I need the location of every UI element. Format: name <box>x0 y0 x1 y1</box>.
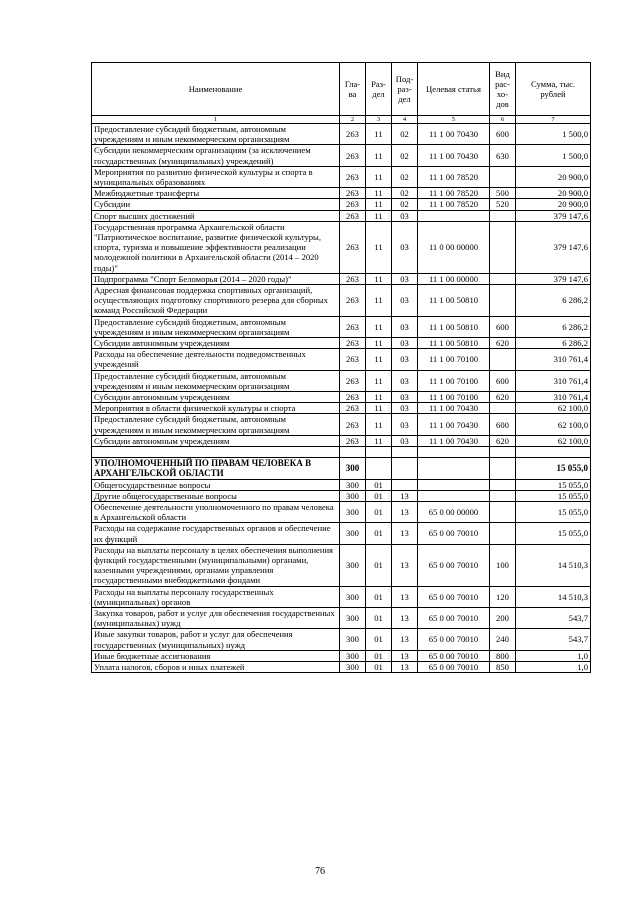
cell-section: 01 <box>366 586 392 607</box>
cell-expense-type: 620 <box>490 392 516 403</box>
cell-name: Уплата налогов, сборов и иных платежей <box>92 661 340 672</box>
cell-section: 11 <box>366 221 392 273</box>
cell-expense-type: 600 <box>490 414 516 435</box>
cell-subsection <box>392 479 418 490</box>
cell-subsection: 03 <box>392 221 418 273</box>
cell-chapter: 300 <box>340 544 366 586</box>
column-number: 6 <box>490 116 516 124</box>
cell-amount: 6 286,2 <box>516 338 591 349</box>
cell-target: 11 1 00 70430 <box>418 145 490 166</box>
cell-chapter: 263 <box>340 221 366 273</box>
cell-section: 01 <box>366 523 392 544</box>
cell-amount: 15 055,0 <box>516 458 591 479</box>
cell-expense-type: 120 <box>490 586 516 607</box>
cell-name: Предоставление субсидий бюджетным, автономным учреждениям и иным некоммерческим организациям <box>92 124 340 145</box>
cell-name: Подпрограмма "Спорт Беломорья (2014 – 2020 годы)" <box>92 273 340 284</box>
cell-section: 11 <box>366 435 392 446</box>
table-row <box>92 370 591 391</box>
cell-expense-type <box>490 349 516 370</box>
table-row <box>92 458 591 479</box>
col-header-expense-type: Вид рас-хо-дов <box>490 63 516 116</box>
cell-subsection: 02 <box>392 166 418 187</box>
cell-section: 01 <box>366 501 392 522</box>
cell-subsection: 13 <box>392 586 418 607</box>
cell-name: Предоставление субсидий бюджетным, автономным учреждениям и иным некоммерческим организациям <box>92 316 340 337</box>
cell-chapter: 263 <box>340 273 366 284</box>
cell-target: 11 1 00 50810 <box>418 338 490 349</box>
cell-amount: 310 761,4 <box>516 370 591 391</box>
cell-target: 65 0 00 70010 <box>418 629 490 650</box>
cell-expense-type: 600 <box>490 370 516 391</box>
table-row <box>92 221 591 273</box>
cell-expense-type: 100 <box>490 544 516 586</box>
cell-chapter: 263 <box>340 285 366 317</box>
cell-section: 01 <box>366 544 392 586</box>
cell-amount: 15 055,0 <box>516 523 591 544</box>
column-number: 1 <box>92 116 340 124</box>
cell-expense-type: 620 <box>490 338 516 349</box>
cell-chapter: 263 <box>340 199 366 210</box>
cell-chapter: 263 <box>340 316 366 337</box>
cell-expense-type <box>490 285 516 317</box>
table-row <box>92 607 591 628</box>
cell-chapter: 263 <box>340 188 366 199</box>
cell-name: Субсидии <box>92 199 340 210</box>
cell-amount: 20 900,0 <box>516 199 591 210</box>
cell-subsection: 03 <box>392 285 418 317</box>
cell-target <box>418 490 490 501</box>
cell-name: Субсидии автономным учреждениям <box>92 392 340 403</box>
column-number: 4 <box>392 116 418 124</box>
cell-section: 11 <box>366 403 392 414</box>
table-row <box>92 338 591 349</box>
cell-expense-type: 850 <box>490 661 516 672</box>
cell-expense-type <box>490 523 516 544</box>
cell-expense-type: 620 <box>490 435 516 446</box>
cell-target: 11 1 00 00000 <box>418 273 490 284</box>
cell-name: Расходы на выплаты персоналу государственных (муниципальных) органов <box>92 586 340 607</box>
cell-chapter: 263 <box>340 403 366 414</box>
cell-name: Другие общегосударственные вопросы <box>92 490 340 501</box>
cell-amount <box>516 447 591 458</box>
cell-subsection: 13 <box>392 523 418 544</box>
cell-amount: 62 100,0 <box>516 414 591 435</box>
cell-amount: 6 286,2 <box>516 316 591 337</box>
cell-target: 11 1 00 70100 <box>418 370 490 391</box>
table-row <box>92 544 591 586</box>
cell-target: 11 1 00 70100 <box>418 349 490 370</box>
cell-name: Мероприятия в области физической культуры и спорта <box>92 403 340 414</box>
cell-expense-type: 800 <box>490 650 516 661</box>
cell-subsection <box>392 458 418 479</box>
table-row <box>92 501 591 522</box>
cell-expense-type <box>490 447 516 458</box>
cell-subsection: 03 <box>392 338 418 349</box>
cell-section: 11 <box>366 199 392 210</box>
cell-section: 11 <box>366 124 392 145</box>
table-row <box>92 479 591 490</box>
cell-target <box>418 447 490 458</box>
cell-target: 65 0 00 70010 <box>418 650 490 661</box>
cell-target: 11 1 00 50810 <box>418 285 490 317</box>
table-row <box>92 523 591 544</box>
cell-amount: 62 100,0 <box>516 403 591 414</box>
col-header-section: Раз-дел <box>366 63 392 116</box>
cell-target: 11 1 00 70430 <box>418 124 490 145</box>
table-row <box>92 403 591 414</box>
cell-subsection: 03 <box>392 316 418 337</box>
cell-chapter <box>340 447 366 458</box>
table-row <box>92 285 591 317</box>
cell-chapter: 300 <box>340 523 366 544</box>
cell-subsection: 02 <box>392 188 418 199</box>
cell-amount: 543,7 <box>516 629 591 650</box>
table-row <box>92 661 591 672</box>
table-row <box>92 199 591 210</box>
cell-amount: 379 147,6 <box>516 221 591 273</box>
cell-expense-type <box>490 501 516 522</box>
cell-name: Общегосударственные вопросы <box>92 479 340 490</box>
cell-section: 11 <box>366 338 392 349</box>
cell-name: Мероприятия по развитию физической культуры и спорта в муниципальных образованиях <box>92 166 340 187</box>
cell-name: Государственная программа Архангельской области "Патриотическое воспитание, развитие физической культуры, спорта, туризма и повышение эффективности реализации молодежной политики в Архангельской области (2014 – 2020 годы)" <box>92 221 340 273</box>
cell-section: 11 <box>366 370 392 391</box>
table-row <box>92 586 591 607</box>
cell-section: 01 <box>366 490 392 501</box>
cell-expense-type: 500 <box>490 188 516 199</box>
cell-name: Спорт высших достижений <box>92 210 340 221</box>
cell-name: Иные закупки товаров, работ и услуг для обеспечения государственных (муниципальных) нужд <box>92 629 340 650</box>
cell-name: Субсидии автономным учреждениям <box>92 338 340 349</box>
table-row <box>92 316 591 337</box>
cell-target: 11 1 00 50810 <box>418 316 490 337</box>
spacer-row <box>92 447 591 458</box>
cell-amount: 20 900,0 <box>516 188 591 199</box>
cell-expense-type: 520 <box>490 199 516 210</box>
cell-chapter: 300 <box>340 501 366 522</box>
cell-expense-type: 200 <box>490 607 516 628</box>
cell-subsection: 02 <box>392 124 418 145</box>
cell-amount: 1 500,0 <box>516 124 591 145</box>
cell-amount: 1,0 <box>516 661 591 672</box>
table-row <box>92 124 591 145</box>
cell-amount: 15 055,0 <box>516 501 591 522</box>
cell-target: 11 1 00 70430 <box>418 435 490 446</box>
cell-amount: 14 510,3 <box>516 544 591 586</box>
cell-chapter: 300 <box>340 479 366 490</box>
cell-target: 65 0 00 00000 <box>418 501 490 522</box>
cell-chapter: 263 <box>340 392 366 403</box>
cell-amount: 14 510,3 <box>516 586 591 607</box>
cell-subsection: 03 <box>392 414 418 435</box>
cell-chapter: 300 <box>340 586 366 607</box>
cell-section: 01 <box>366 479 392 490</box>
cell-name: Иные бюджетные ассигнования <box>92 650 340 661</box>
table-row <box>92 435 591 446</box>
cell-section: 01 <box>366 607 392 628</box>
table-row <box>92 166 591 187</box>
cell-subsection: 13 <box>392 650 418 661</box>
cell-expense-type <box>490 458 516 479</box>
cell-expense-type <box>490 479 516 490</box>
cell-section: 11 <box>366 145 392 166</box>
cell-target: 65 0 00 70010 <box>418 586 490 607</box>
cell-name: Предоставление субсидий бюджетным, автономным учреждениям и иным некоммерческим организациям <box>92 370 340 391</box>
cell-subsection: 03 <box>392 349 418 370</box>
cell-chapter: 300 <box>340 661 366 672</box>
cell-name: Субсидии некоммерческим организациям (за исключением государственных (муниципальных) учреждений) <box>92 145 340 166</box>
cell-target: 65 0 00 70010 <box>418 607 490 628</box>
cell-name: Закупка товаров, работ и услуг для обеспечения государственных (муниципальных) нужд <box>92 607 340 628</box>
table-row <box>92 273 591 284</box>
cell-subsection: 13 <box>392 501 418 522</box>
cell-section: 01 <box>366 650 392 661</box>
cell-chapter: 263 <box>340 124 366 145</box>
cell-subsection: 03 <box>392 392 418 403</box>
cell-name <box>92 447 340 458</box>
cell-expense-type <box>490 221 516 273</box>
cell-subsection: 03 <box>392 435 418 446</box>
cell-subsection: 13 <box>392 490 418 501</box>
cell-target: 11 1 00 78520 <box>418 166 490 187</box>
cell-amount: 1 500,0 <box>516 145 591 166</box>
cell-expense-type <box>490 166 516 187</box>
cell-chapter: 300 <box>340 629 366 650</box>
page-number: 76 <box>315 866 325 877</box>
cell-name: Предоставление субсидий бюджетным, автономным учреждениям и иным некоммерческим организациям <box>92 414 340 435</box>
cell-name: Расходы на содержание государственных органов и обеспечение их функций <box>92 523 340 544</box>
table-row <box>92 650 591 661</box>
cell-subsection: 03 <box>392 210 418 221</box>
cell-subsection: 02 <box>392 145 418 166</box>
cell-target: 11 1 00 78520 <box>418 188 490 199</box>
col-header-amount: Сумма, тыс. рублей <box>516 63 591 116</box>
cell-target: 11 1 00 78520 <box>418 199 490 210</box>
cell-section: 01 <box>366 661 392 672</box>
cell-amount: 379 147,6 <box>516 210 591 221</box>
cell-chapter: 300 <box>340 458 366 479</box>
cell-subsection: 13 <box>392 629 418 650</box>
table-row <box>92 145 591 166</box>
cell-section <box>366 458 392 479</box>
cell-amount: 62 100,0 <box>516 435 591 446</box>
cell-section: 11 <box>366 392 392 403</box>
cell-chapter: 263 <box>340 338 366 349</box>
cell-target <box>418 458 490 479</box>
cell-amount: 15 055,0 <box>516 479 591 490</box>
cell-name: Обеспечение деятельности уполномоченного по правам человека в Архангельской области <box>92 501 340 522</box>
cell-target: 11 1 00 70430 <box>418 403 490 414</box>
table-row <box>92 349 591 370</box>
table-body <box>92 124 591 673</box>
cell-amount: 379 147,6 <box>516 273 591 284</box>
cell-amount: 310 761,4 <box>516 349 591 370</box>
cell-chapter: 263 <box>340 210 366 221</box>
cell-expense-type <box>490 490 516 501</box>
column-number-row <box>92 116 591 124</box>
col-header-target: Целевая статья <box>418 63 490 116</box>
cell-expense-type <box>490 403 516 414</box>
cell-name: Межбюджетные трансферты <box>92 188 340 199</box>
cell-target <box>418 210 490 221</box>
cell-subsection: 03 <box>392 403 418 414</box>
column-number: 2 <box>340 116 366 124</box>
cell-subsection: 03 <box>392 273 418 284</box>
cell-name: УПОЛНОМОЧЕННЫЙ ПО ПРАВАМ ЧЕЛОВЕКА В АРХАНГЕЛЬСКОЙ ОБЛАСТИ <box>92 458 340 479</box>
cell-amount: 543,7 <box>516 607 591 628</box>
cell-section: 01 <box>366 629 392 650</box>
budget-table <box>91 62 591 673</box>
table-row <box>92 188 591 199</box>
cell-name: Расходы на обеспечение деятельности подведомственных учреждений <box>92 349 340 370</box>
cell-amount: 1,0 <box>516 650 591 661</box>
cell-subsection: 13 <box>392 544 418 586</box>
column-number: 5 <box>418 116 490 124</box>
cell-target: 11 1 00 70430 <box>418 414 490 435</box>
cell-name: Адресная финансовая поддержка спортивных организаций, осуществляющих подготовку спортивного резерва для сборных команд Российской Федерации <box>92 285 340 317</box>
cell-subsection: 13 <box>392 607 418 628</box>
cell-target: 65 0 00 70010 <box>418 661 490 672</box>
cell-target: 65 0 00 70010 <box>418 523 490 544</box>
cell-amount: 15 055,0 <box>516 490 591 501</box>
cell-chapter: 263 <box>340 166 366 187</box>
cell-section: 11 <box>366 316 392 337</box>
cell-name: Субсидии автономным учреждениям <box>92 435 340 446</box>
cell-chapter: 263 <box>340 435 366 446</box>
cell-section: 11 <box>366 273 392 284</box>
cell-expense-type <box>490 210 516 221</box>
cell-section: 11 <box>366 188 392 199</box>
cell-section <box>366 447 392 458</box>
cell-section: 11 <box>366 349 392 370</box>
cell-chapter: 300 <box>340 607 366 628</box>
cell-subsection <box>392 447 418 458</box>
table-row <box>92 210 591 221</box>
col-header-chapter: Гла-ва <box>340 63 366 116</box>
cell-section: 11 <box>366 414 392 435</box>
cell-target <box>418 479 490 490</box>
cell-expense-type: 600 <box>490 124 516 145</box>
table-row <box>92 490 591 501</box>
table-row <box>92 392 591 403</box>
cell-target: 11 1 00 70100 <box>418 392 490 403</box>
cell-name: Расходы на выплаты персоналу в целях обеспечения выполнения функций государственными (муниципальными) органами, казенными учреждениями, органами управления государственными внебюджетными фондами <box>92 544 340 586</box>
cell-chapter: 300 <box>340 490 366 501</box>
col-header-subsection: Под-раз-дел <box>392 63 418 116</box>
cell-chapter: 263 <box>340 349 366 370</box>
cell-amount: 20 900,0 <box>516 166 591 187</box>
cell-target: 11 0 00 00000 <box>418 221 490 273</box>
cell-section: 11 <box>366 166 392 187</box>
cell-chapter: 300 <box>340 650 366 661</box>
column-number: 3 <box>366 116 392 124</box>
table-header-row <box>92 63 591 116</box>
cell-expense-type: 630 <box>490 145 516 166</box>
cell-subsection: 13 <box>392 661 418 672</box>
col-header-name: Наименование <box>92 63 340 116</box>
cell-chapter: 263 <box>340 145 366 166</box>
table-row <box>92 629 591 650</box>
cell-expense-type <box>490 273 516 284</box>
cell-chapter: 263 <box>340 414 366 435</box>
cell-subsection: 03 <box>392 370 418 391</box>
cell-expense-type: 240 <box>490 629 516 650</box>
table-row <box>92 414 591 435</box>
cell-target: 65 0 00 70010 <box>418 544 490 586</box>
cell-amount: 310 761,4 <box>516 392 591 403</box>
cell-amount: 6 286,2 <box>516 285 591 317</box>
cell-section: 11 <box>366 210 392 221</box>
column-number: 7 <box>516 116 591 124</box>
cell-subsection: 02 <box>392 199 418 210</box>
cell-chapter: 263 <box>340 370 366 391</box>
cell-expense-type: 600 <box>490 316 516 337</box>
cell-section: 11 <box>366 285 392 317</box>
